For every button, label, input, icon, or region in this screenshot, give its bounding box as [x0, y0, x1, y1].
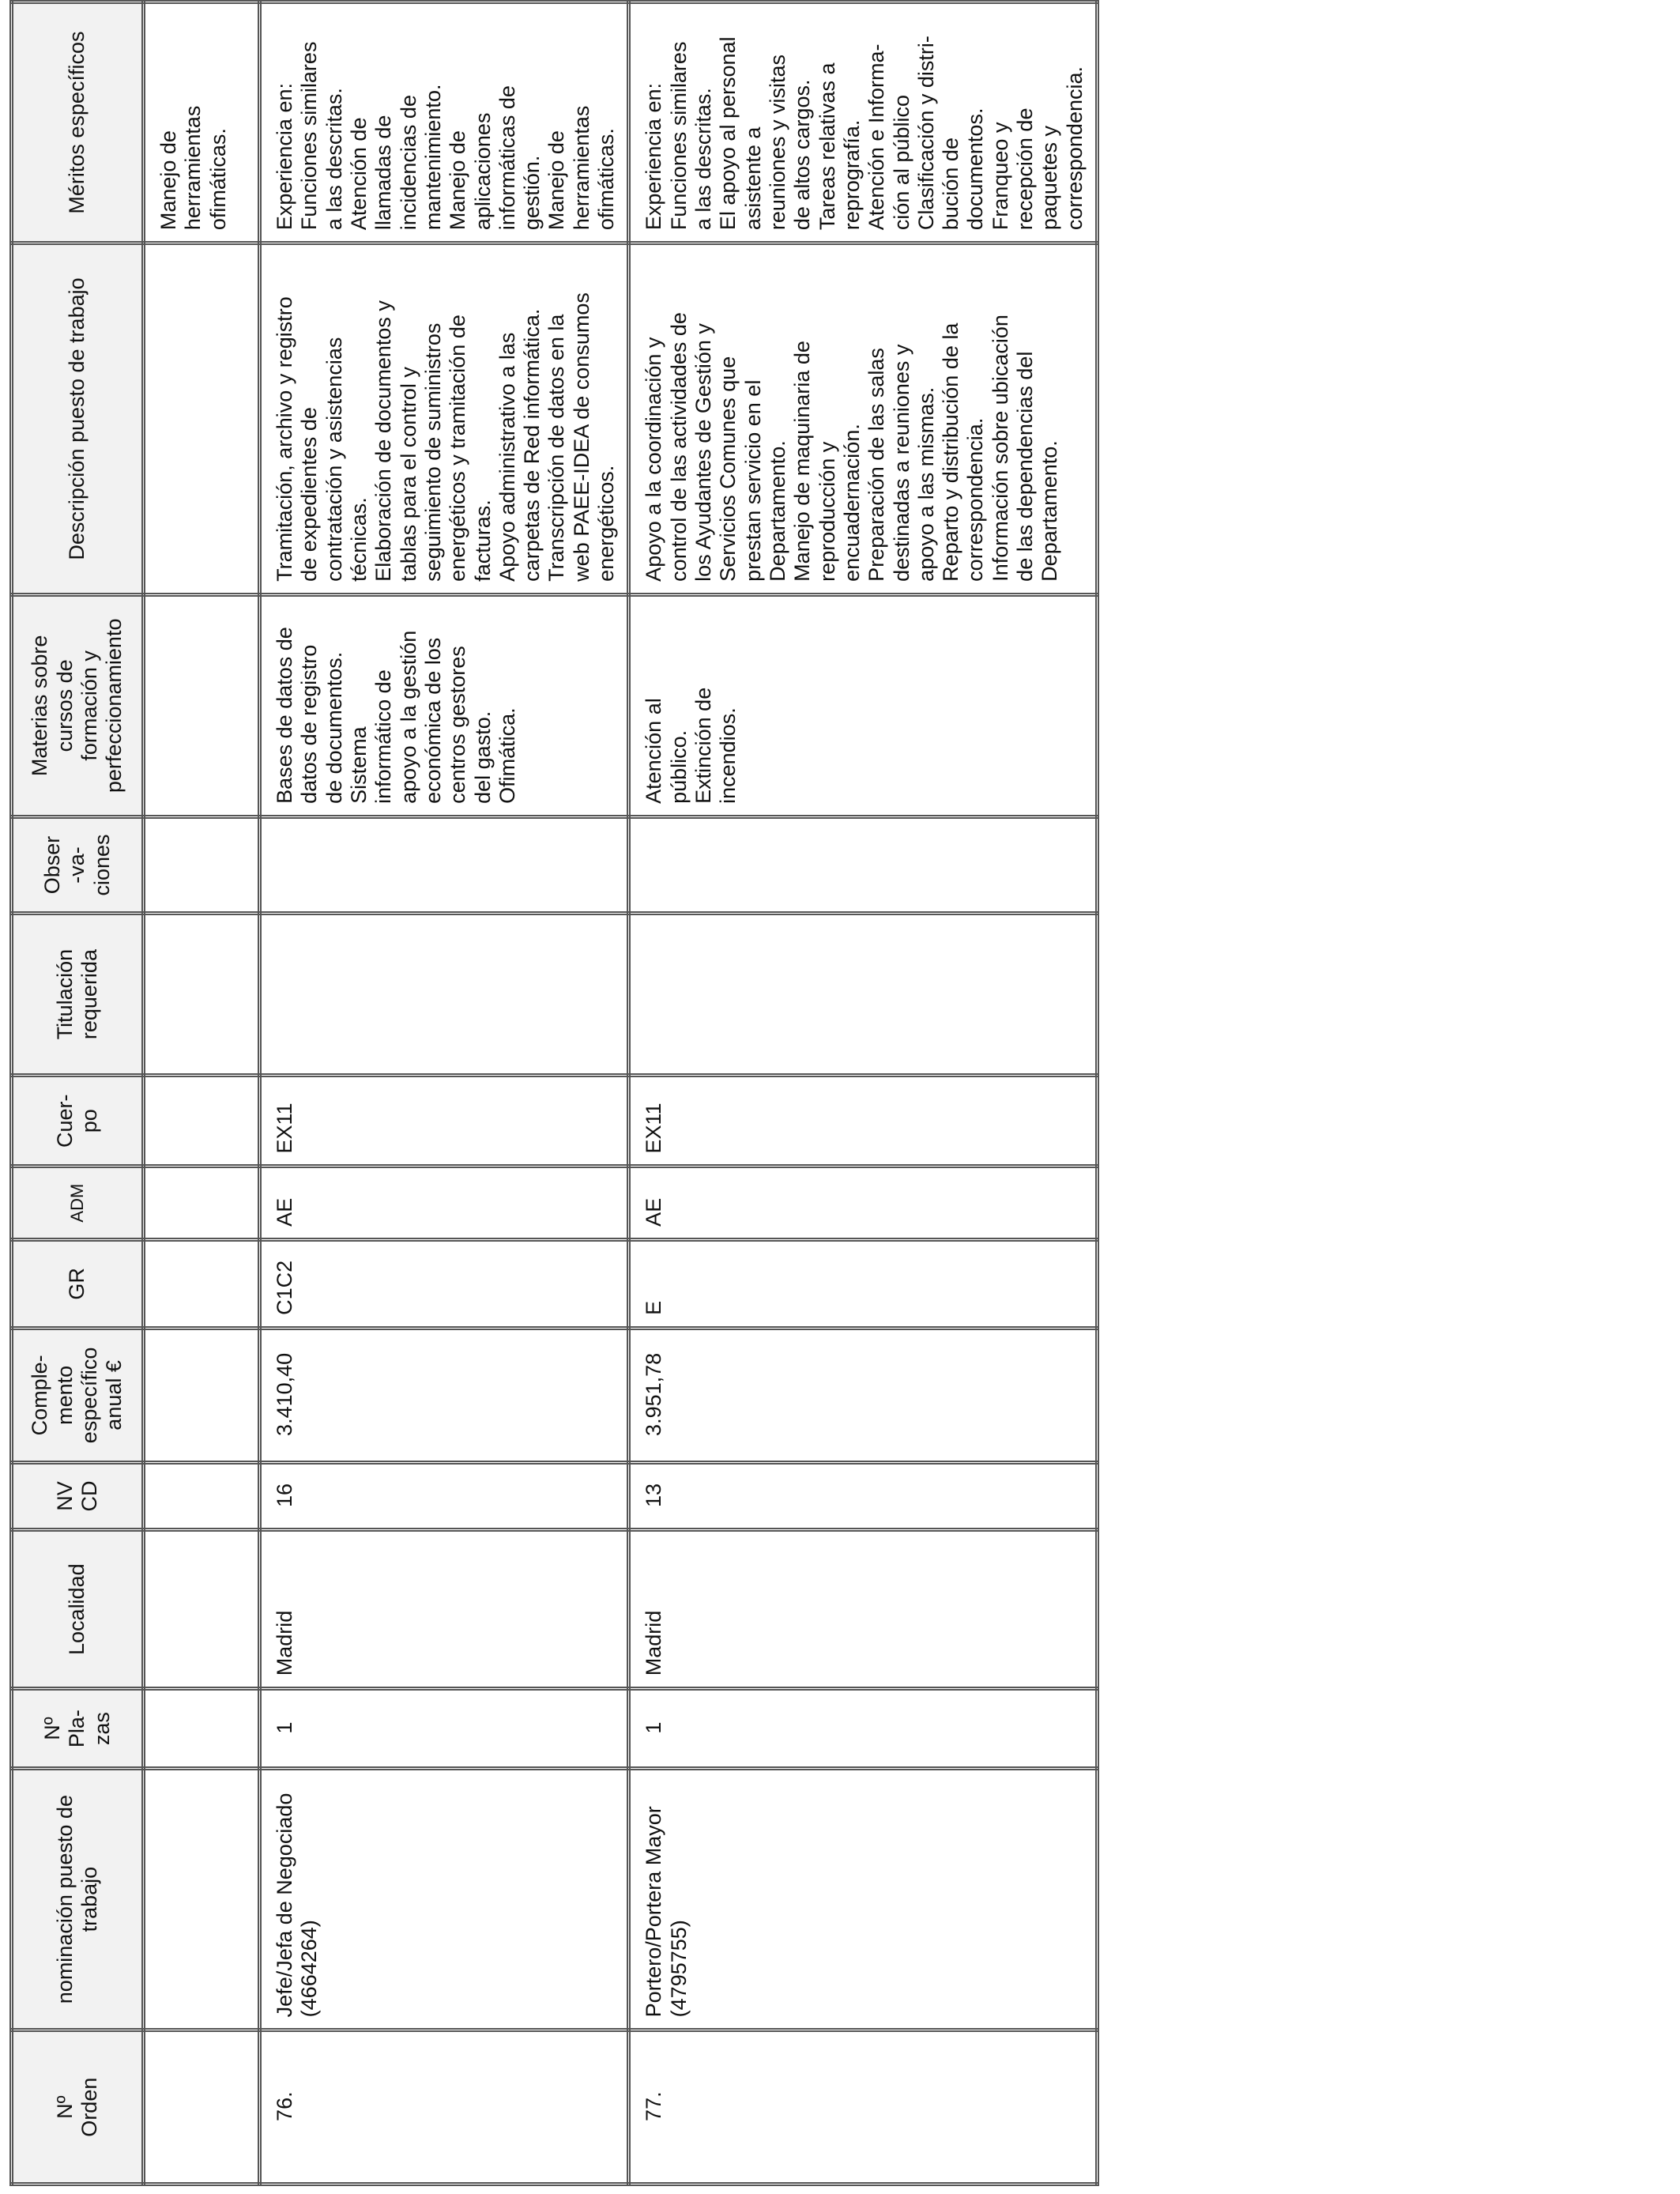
header-observaciones	[12, 816, 144, 913]
text-line: Transcripción de datos en la	[544, 314, 569, 582]
cell-value: 76.	[273, 2091, 296, 2121]
text-line: seguimiento de suministros	[420, 322, 445, 582]
text-line: Apoyo a la coordinación y	[642, 337, 666, 582]
text-line: destinadas a reuniones y	[889, 344, 913, 582]
text-line: económica de los	[420, 637, 445, 804]
text-line: Manejo de	[446, 130, 470, 231]
text-line: técnicas.	[346, 497, 371, 582]
cell-value: Madrid	[642, 1610, 666, 1676]
text-line: Sistema	[346, 726, 371, 804]
job-positions-table	[9, 0, 1099, 2186]
cell-denominacion	[260, 1768, 629, 2030]
cell-materias	[260, 594, 629, 816]
text-line: Servicios Comunes que	[716, 356, 740, 582]
cell-value: E	[642, 1300, 666, 1315]
text-line: centros gestores	[446, 646, 470, 804]
text-line: correspondencia.	[1062, 66, 1087, 231]
cell-complemento	[144, 1328, 260, 1462]
header-denominacion	[12, 1768, 144, 2030]
cell-meritos	[260, 2, 629, 243]
header-line: requerida	[77, 949, 101, 1040]
header-gr	[12, 1239, 144, 1328]
text-line: del gasto.	[470, 711, 495, 804]
paragraph	[790, 254, 864, 582]
paragraph	[347, 606, 495, 804]
table-row	[629, 2, 1098, 2185]
text-line: a las descritas.	[322, 88, 346, 231]
text-line: (4795755)	[666, 1920, 691, 2018]
paragraph	[989, 13, 1087, 230]
table-row	[144, 2, 260, 2185]
cell-descripcion	[144, 243, 260, 595]
cell-denominacion	[144, 1768, 260, 2030]
text-line: Portero/Portera Mayor	[642, 1806, 666, 2018]
paragraph	[642, 254, 790, 582]
paragraph	[446, 13, 544, 230]
cell-materias	[144, 594, 260, 816]
paragraph	[273, 13, 347, 230]
cell-cuerpo	[629, 1076, 1098, 1167]
cell-plazas	[629, 1689, 1098, 1769]
text-line: paquetes y	[1038, 126, 1062, 231]
text-line: bución de	[939, 138, 963, 231]
cell-value: 3.951,78	[642, 1352, 666, 1436]
text-line: Reparto y distribución de la	[939, 322, 963, 582]
cell-value: Madrid	[273, 1610, 296, 1676]
text-line: Franqueo y	[988, 122, 1012, 231]
text-line: web PAEE-IDEA de consumos	[569, 292, 593, 582]
cell-value: 13	[642, 1483, 666, 1507]
header-plazas	[12, 1689, 144, 1769]
text-line: Tramitación, archivo y registro	[273, 296, 296, 582]
cell-value: 1	[273, 1721, 296, 1734]
text-line: apoyo a las mismas.	[913, 386, 938, 582]
text-line: Atención al	[642, 698, 666, 804]
cell-localidad	[260, 1530, 629, 1689]
text-line: reprografía.	[839, 119, 864, 231]
text-line: Experiencia en:	[273, 83, 296, 231]
header-row	[12, 2, 144, 2185]
text-line: energéticos y tramitación de	[446, 315, 470, 582]
header-line: Pla-	[65, 1710, 89, 1748]
header-line: Nº	[52, 2095, 77, 2119]
cell-observaciones	[629, 816, 1098, 913]
text-line: Funciones similares	[666, 41, 691, 231]
paragraph	[642, 13, 716, 230]
text-line: documentos.	[963, 107, 988, 231]
text-line: de altos cargos.	[790, 79, 815, 231]
cell-cuerpo	[260, 1076, 629, 1167]
cell-observaciones	[144, 816, 260, 913]
text-line: Preparación de las salas	[864, 348, 889, 582]
text-line: aplicaciones	[470, 112, 495, 231]
header-line: específico	[77, 1347, 101, 1444]
paragraph	[864, 13, 914, 230]
header-line: po	[77, 1109, 101, 1133]
cell-gr	[629, 1239, 1098, 1328]
text-line: de documentos.	[322, 651, 346, 804]
cell-materias	[629, 594, 1098, 816]
text-line: de las dependencias del	[1013, 351, 1038, 582]
cell-value: 1	[642, 1721, 666, 1734]
text-line: encuadernación.	[839, 424, 864, 582]
cell-plazas	[144, 1689, 260, 1769]
cell-meritos	[629, 2, 1098, 243]
text-line: prestan servicio en el	[740, 379, 765, 582]
cell-titulacion	[260, 914, 629, 1076]
text-line: Ofimática.	[495, 707, 519, 804]
header-meritos	[12, 2, 144, 243]
cell-adm	[260, 1167, 629, 1239]
text-line: Tareas relativas a	[815, 62, 839, 231]
cell-localidad	[629, 1530, 1098, 1689]
header-line: -va-	[65, 846, 89, 884]
paragraph	[642, 606, 691, 804]
paragraph	[544, 254, 619, 582]
header-line: Nº	[40, 1717, 65, 1740]
text-line: herramientas	[181, 105, 205, 231]
header-line: GR	[65, 1268, 89, 1300]
text-line: control de las actividades de	[666, 312, 691, 582]
text-line: facturas.	[470, 499, 495, 582]
cell-value: 77.	[642, 2091, 666, 2121]
header-line: perfeccionamiento	[102, 618, 126, 794]
text-line: informático de	[371, 669, 396, 804]
paragraph	[864, 254, 939, 582]
table-row	[260, 2, 629, 2185]
cell-adm	[144, 1167, 260, 1239]
cell-nv-cd	[260, 1462, 629, 1529]
header-line: anual €	[102, 1360, 126, 1431]
cell-orden	[629, 2030, 1098, 2185]
paragraph	[495, 254, 545, 582]
text-line: Experiencia en:	[642, 83, 666, 231]
cell-meritos	[144, 2, 260, 243]
text-line: recepción de	[1013, 107, 1038, 231]
paragraph	[939, 254, 989, 582]
text-line: reproducción y	[815, 441, 839, 582]
text-line: ofimáticas.	[205, 128, 230, 231]
paragraph	[273, 254, 371, 582]
header-line: trabajo	[77, 1866, 101, 1932]
header-line: Materias sobre	[28, 635, 52, 777]
header-line: Obser	[40, 835, 65, 895]
cell-nv-cd	[629, 1462, 1098, 1529]
text-line: Información sobre ubicación	[988, 315, 1012, 582]
cell-value: 16	[273, 1483, 296, 1507]
paragraph	[716, 13, 815, 230]
text-line: tablas para el control y	[396, 367, 420, 582]
cell-denominacion	[629, 1768, 1098, 2030]
cell-plazas	[260, 1689, 629, 1769]
cell-descripcion	[629, 243, 1098, 595]
paragraph	[989, 254, 1063, 582]
paragraph	[371, 254, 495, 582]
cell-value: AE	[273, 1197, 296, 1227]
text-line: informáticas de	[495, 85, 519, 231]
text-line: mantenimiento.	[420, 84, 445, 231]
text-line: Manejo de	[544, 130, 569, 231]
text-line: Bases de datos de	[273, 627, 296, 804]
cell-descripcion	[260, 243, 629, 595]
paragraph	[544, 13, 619, 230]
header-line: nominación puesto de	[52, 1795, 77, 2004]
paragraph	[273, 606, 347, 804]
text-line: Manejo de maquinaria de	[790, 341, 815, 582]
cell-gr	[260, 1239, 629, 1328]
cell-adm	[629, 1167, 1098, 1239]
paragraph	[914, 13, 989, 230]
header-line: Localidad	[65, 1563, 89, 1655]
text-line: Departamento.	[1038, 440, 1062, 582]
text-line: Clasificación y distri-	[913, 36, 938, 231]
header-line: CD	[77, 1480, 101, 1512]
paragraph	[495, 606, 520, 804]
cell-observaciones	[260, 816, 629, 913]
text-line: Manejo de	[156, 130, 180, 231]
cell-orden	[144, 2030, 260, 2185]
text-line: a las descritas.	[691, 88, 715, 231]
header-line: cursos de	[52, 659, 77, 752]
header-line: Orden	[77, 2077, 101, 2137]
cell-value: 3.410,40	[273, 1352, 296, 1436]
header-nv-cd	[12, 1462, 144, 1529]
text-line: ción al público	[889, 95, 913, 231]
paragraph	[347, 13, 446, 230]
text-line: incendios.	[716, 707, 740, 804]
header-line: zas	[89, 1712, 114, 1746]
text-line: El apoyo al personal	[716, 36, 740, 231]
text-line: herramientas	[569, 105, 593, 231]
text-line: carpetas de Red informática.	[520, 308, 544, 582]
header-complemento	[12, 1328, 144, 1462]
text-line: datos de registro	[297, 644, 322, 804]
text-line: apoyo a la gestión	[396, 630, 420, 804]
cell-value: C1C2	[273, 1260, 296, 1315]
text-line: público.	[666, 729, 691, 804]
cell-value: EX11	[273, 1103, 296, 1154]
cell-orden	[260, 2030, 629, 2185]
header-line: formación y	[77, 650, 101, 761]
header-line: ADM	[67, 1183, 88, 1223]
header-line: Titulación	[52, 948, 77, 1040]
header-titulacion	[12, 914, 144, 1076]
text-line: Extinción de	[691, 687, 715, 804]
header-orden	[12, 2030, 144, 2185]
text-line: Funciones similares	[297, 41, 322, 231]
table-body	[144, 2, 1098, 2185]
text-line: llamadas de	[371, 115, 396, 231]
cell-value: EX11	[642, 1103, 666, 1154]
text-line: correspondencia.	[963, 417, 988, 582]
header-adm	[12, 1167, 144, 1239]
header-line: mento	[52, 1365, 77, 1425]
header-localidad	[12, 1530, 144, 1689]
header-line: NV	[52, 1481, 77, 1511]
header-line: Méritos específicos	[65, 31, 89, 214]
text-line: Atención e Informa-	[864, 43, 889, 231]
text-line: incidencias de	[396, 95, 420, 231]
text-line: gestión.	[520, 155, 544, 231]
text-line: reuniones y visitas	[765, 55, 789, 231]
header-materias	[12, 594, 144, 816]
paragraph	[691, 606, 741, 804]
cell-nv-cd	[144, 1462, 260, 1529]
text-line: contratación y asistencias	[322, 337, 346, 582]
header-line: ciones	[89, 834, 114, 896]
text-line: asistente a	[740, 126, 765, 231]
cell-titulacion	[144, 914, 260, 1076]
header-line: Cuer-	[52, 1094, 77, 1148]
text-line: energéticos.	[594, 465, 619, 582]
text-line: Jefe/Jefa de Negociado	[273, 1793, 296, 2018]
text-line: (4664264)	[297, 1920, 322, 2018]
cell-value: AE	[642, 1197, 666, 1227]
text-line: Departamento.	[765, 440, 789, 582]
text-line: ofimáticas.	[594, 128, 619, 231]
paragraph	[816, 13, 865, 230]
cell-titulacion	[629, 914, 1098, 1076]
header-cuerpo	[12, 1076, 144, 1167]
header-descripcion	[12, 243, 144, 595]
header-line: Comple-	[28, 1355, 52, 1436]
text-line: Elaboración de documentos y	[371, 300, 396, 582]
text-line: los Ayudantes de Gestión y	[691, 323, 715, 582]
header-line: Descripción puesto de trabajo	[65, 277, 89, 560]
text-line: de expedientes de	[297, 407, 322, 582]
text-line: Atención de	[346, 117, 371, 231]
cell-gr	[144, 1239, 260, 1328]
cell-complemento	[629, 1328, 1098, 1462]
text-line: Apoyo administrativo a las	[495, 332, 519, 582]
cell-complemento	[260, 1328, 629, 1462]
cell-localidad	[144, 1530, 260, 1689]
cell-cuerpo	[144, 1076, 260, 1167]
